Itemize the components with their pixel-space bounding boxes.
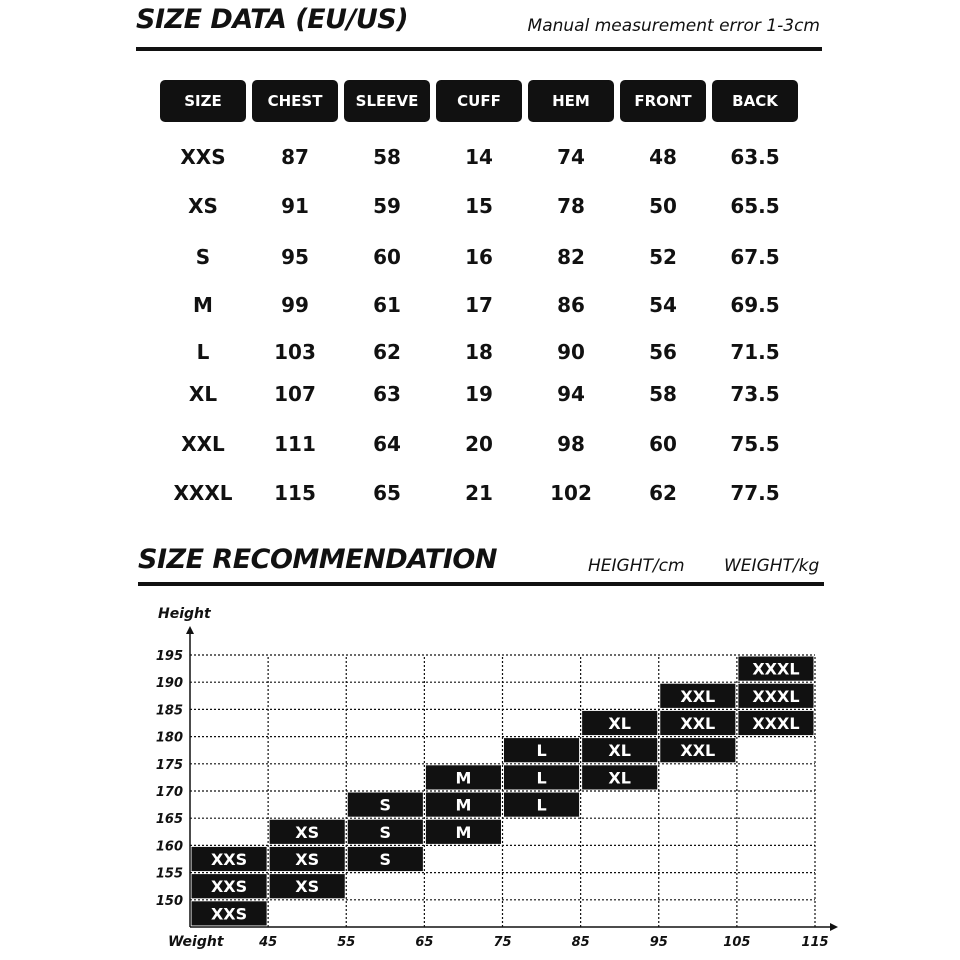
y-tick-label: 150 xyxy=(155,893,183,909)
x-tick-label: 65 xyxy=(415,935,434,950)
y-tick-label: 180 xyxy=(155,730,183,746)
table-cell: 67.5 xyxy=(730,245,780,269)
size-cell-label: XL xyxy=(608,768,631,788)
x-tick-label: 55 xyxy=(337,935,356,950)
table-cell: 69.5 xyxy=(730,293,780,317)
x-tick-label: 115 xyxy=(801,935,829,950)
table-cell: 63 xyxy=(373,382,401,406)
size-cell-label: XL xyxy=(608,714,631,733)
y-axis-label: Height xyxy=(158,606,211,622)
table-cell: 73.5 xyxy=(730,382,780,406)
table-cell: 107 xyxy=(274,382,316,406)
y-tick-label: 175 xyxy=(155,757,183,773)
size-data-title: SIZE DATA (EU/US) xyxy=(136,4,409,35)
column-header-hem: HEM xyxy=(528,80,614,122)
table-cell: 63.5 xyxy=(730,145,780,169)
size-cell-label: S xyxy=(379,822,392,842)
size-cell-label: XXXL xyxy=(752,686,800,706)
table-cell: 60 xyxy=(649,432,677,456)
table-cell: 115 xyxy=(274,481,316,505)
size-cell-label: S xyxy=(379,850,392,869)
size-cell-label: L xyxy=(536,795,547,815)
x-tick-label: 75 xyxy=(493,935,512,950)
table-cell: 99 xyxy=(281,293,309,317)
size-label-cell: M xyxy=(193,293,213,317)
size-label-cell: XL xyxy=(188,382,218,406)
size-cell-label: XXS xyxy=(210,850,248,869)
size-label-cell: XXL xyxy=(181,432,225,456)
y-tick-label: 170 xyxy=(155,785,183,800)
table-cell: 17 xyxy=(465,293,493,317)
table-cell: 94 xyxy=(557,382,585,406)
table-cell: 75.5 xyxy=(730,432,780,456)
table-cell: 56 xyxy=(649,340,677,364)
table-cell: 64 xyxy=(373,432,401,456)
table-cell: 82 xyxy=(557,245,585,269)
table-cell: 14 xyxy=(465,145,493,169)
table-cell: 58 xyxy=(649,382,677,406)
size-cell-label: XS xyxy=(295,822,320,842)
measurement-note: Manual measurement error 1-3cm xyxy=(527,16,820,36)
table-cell: 59 xyxy=(373,194,401,218)
size-cell-label: XXXL xyxy=(752,714,800,733)
size-label-cell: XXXL xyxy=(173,481,233,505)
table-cell: 20 xyxy=(465,432,493,456)
column-header-sleeve: SLEEVE xyxy=(344,80,430,122)
table-cell: 103 xyxy=(274,340,316,364)
table-cell: 102 xyxy=(550,481,592,505)
table-cell: 65 xyxy=(373,481,401,505)
table-cell: 15 xyxy=(465,194,493,218)
size-label-cell: XXS xyxy=(180,145,226,169)
table-cell: 54 xyxy=(649,293,677,317)
column-header-cuff: CUFF xyxy=(436,80,522,122)
height-unit-label: HEIGHT/cm xyxy=(588,556,685,576)
x-axis-label: Weight xyxy=(168,934,224,950)
size-label-cell: XS xyxy=(188,194,218,218)
table-cell: 61 xyxy=(373,293,401,317)
x-tick-label: 95 xyxy=(649,935,668,950)
size-cell-label: M xyxy=(455,795,472,815)
size-cell-label: M xyxy=(455,822,472,842)
x-tick-label: 105 xyxy=(723,935,751,950)
size-cell-label: M xyxy=(455,768,472,788)
size-cell-label: XXL xyxy=(680,741,716,761)
table-cell: 52 xyxy=(649,245,677,269)
size-cell-label: XS xyxy=(295,877,320,897)
table-cell: 18 xyxy=(465,340,493,364)
y-tick-label: 165 xyxy=(155,812,183,828)
y-tick-label: 195 xyxy=(155,649,183,664)
size-cell-label: L xyxy=(536,741,547,761)
size-cell-label: XL xyxy=(608,741,631,761)
table-cell: 91 xyxy=(281,194,309,218)
table-cell: 74 xyxy=(557,145,585,169)
column-header-size: SIZE xyxy=(160,80,246,122)
size-cell-label: XXL xyxy=(680,714,716,733)
table-cell: 50 xyxy=(649,194,677,218)
table-cell: 16 xyxy=(465,245,493,269)
table-cell: 78 xyxy=(557,194,585,218)
x-tick-label: 45 xyxy=(259,935,278,950)
size-cell-label: XXS xyxy=(210,904,248,924)
size-cell-label: XXS xyxy=(210,877,248,897)
size-label-cell: L xyxy=(196,340,210,364)
table-cell: 62 xyxy=(373,340,401,364)
table-cell: 62 xyxy=(649,481,677,505)
y-tick-label: 185 xyxy=(155,703,183,719)
table-cell: 19 xyxy=(465,382,493,406)
column-header-chest: CHEST xyxy=(252,80,338,122)
column-header-front: FRONT xyxy=(620,80,706,122)
table-cell: 21 xyxy=(465,481,493,505)
table-cell: 65.5 xyxy=(730,194,780,218)
table-cell: 86 xyxy=(557,293,585,317)
table-cell: 111 xyxy=(274,432,316,456)
y-tick-label: 190 xyxy=(155,676,183,692)
weight-unit-label: WEIGHT/kg xyxy=(724,556,820,576)
size-cell-label: XXL xyxy=(680,686,716,706)
y-tick-label: 155 xyxy=(155,866,183,882)
table-cell: 77.5 xyxy=(730,481,780,505)
x-tick-label: 85 xyxy=(571,935,590,950)
size-cell-label: XXXL xyxy=(752,659,800,679)
table-cell: 58 xyxy=(373,145,401,169)
table-cell: 87 xyxy=(281,145,309,169)
column-header-back: BACK xyxy=(712,80,798,122)
y-axis-arrow-icon xyxy=(186,626,194,634)
size-cell-label: L xyxy=(536,768,547,788)
table-cell: 95 xyxy=(281,245,309,269)
size-cell-label: S xyxy=(379,795,392,815)
table-cell: 60 xyxy=(373,245,401,269)
size-label-cell: S xyxy=(195,245,211,269)
table-cell: 48 xyxy=(649,145,677,169)
table-cell: 90 xyxy=(557,340,585,364)
recommendation-title: SIZE RECOMMENDATION xyxy=(138,544,497,575)
size-cell-label: XS xyxy=(295,850,320,869)
table-cell: 98 xyxy=(557,432,585,456)
y-tick-label: 160 xyxy=(155,839,183,855)
table-cell: 71.5 xyxy=(730,340,780,364)
x-axis-arrow-icon xyxy=(830,923,838,931)
